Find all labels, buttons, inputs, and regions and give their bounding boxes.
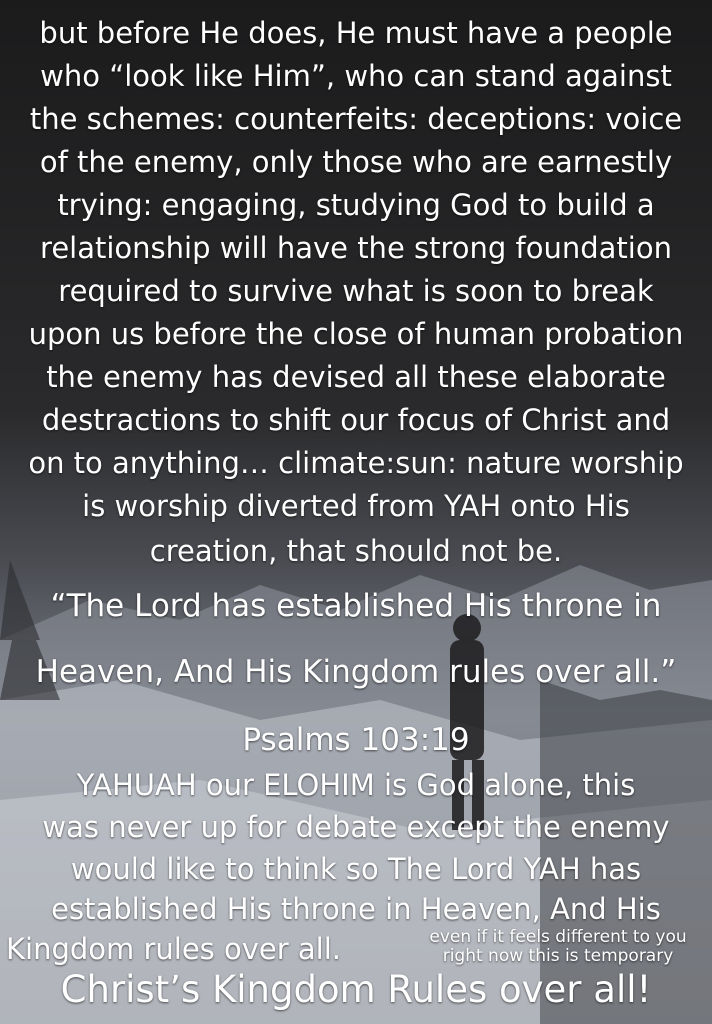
text-line: the enemy has devised all these elaborate bbox=[46, 360, 666, 394]
text-line: was never up for debate except the enemy bbox=[42, 810, 670, 844]
text-line: on to anything… climate:sun: nature worship bbox=[28, 446, 684, 480]
note-line: even if it feels different to you bbox=[429, 927, 687, 947]
text-line: would like to think so The Lord YAH has bbox=[70, 852, 642, 886]
text-line: established His throne in Heaven, And His bbox=[51, 892, 661, 926]
text-line: YAHUAH our ELOHIM is God alone, this bbox=[76, 768, 636, 802]
scripture-reference: Psalms 103:19 bbox=[242, 722, 470, 758]
text-line: is worship diverted from YAH onto His bbox=[82, 489, 630, 523]
text-line: Kingdom rules over all. bbox=[6, 932, 342, 966]
text-line: upon us before the close of human probation bbox=[28, 317, 684, 351]
quote-line: Heaven, And His Kingdom rules over all.” bbox=[35, 654, 677, 690]
note-line: right now this is temporary bbox=[442, 946, 674, 966]
text-line: destractions to shift our focus of Christ and bbox=[41, 403, 671, 437]
text-line: required to survive what is soon to break bbox=[58, 274, 654, 308]
closing-statement: Christ’s Kingdom Rules over all! bbox=[60, 968, 652, 1011]
text-line: of the enemy, only those who are earnestly bbox=[39, 145, 673, 179]
text-line: relationship will have the strong foundation bbox=[40, 231, 672, 265]
text-line: the schemes: counterfeits: deceptions: voice bbox=[29, 102, 683, 136]
quote-line: “The Lord has established His throne in bbox=[50, 588, 662, 624]
text-line: who “look like Him”, who can stand against bbox=[40, 59, 672, 93]
text-line: trying: engaging, studying God to build a bbox=[57, 188, 655, 222]
text-line: but before He does, He must have a people bbox=[39, 16, 673, 50]
text-line: creation, that should not be. bbox=[149, 534, 563, 568]
